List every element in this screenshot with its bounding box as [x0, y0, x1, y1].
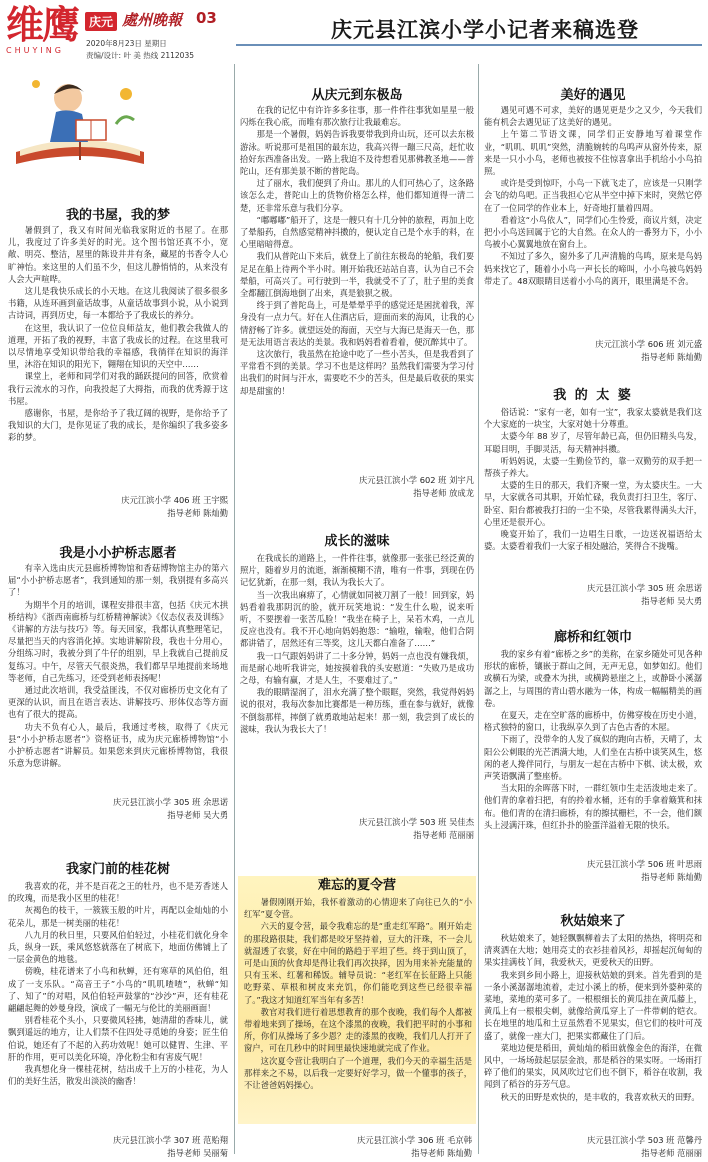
- teacher-line: 指导老师 吴大勇: [641, 596, 702, 606]
- paragraph: 当太阳的余晖落下时，一群红领巾生走活泼地走来了。他们青的拿着扫把，有的拎着水桶，还有的手拿着簸箕和抹布。他们青的在清扫廊桥，有的擦拭栅栏，不一会，他们额头上浸满汗珠，但红扑扑的脸蛋洋溢着无限的快乐。: [484, 783, 702, 830]
- reading-child-icon: [6, 64, 154, 182]
- article-title: 成长的滋味: [324, 534, 390, 549]
- teacher-line: 指导老师 吴大勇: [167, 810, 228, 820]
- teacher-line: 指导老师 陈灿勤: [411, 1148, 472, 1158]
- logo-subtext: CHUYING: [6, 46, 64, 55]
- paper-name: 處州晚報: [122, 11, 183, 29]
- teacher-line: 指导老师 范丽丽: [413, 830, 474, 840]
- article-body: [8, 562, 228, 794]
- paragraph: 看着这“小鸟依人”，同学们心生怜爱，商议片刻，决定把小小鸟送回属于它的大自然。在众人的一番努力下，小小鸟被小心翼翼地放在窗台上。: [484, 214, 702, 250]
- article-body: [8, 880, 228, 1132]
- paragraph: 暑假刚刚开始，我怀着激动的心情迎来了向往已久的“小红军”夏令营。: [244, 897, 472, 920]
- column-divider: [478, 64, 479, 1154]
- article-title: 秋姑娘来了: [560, 914, 626, 929]
- author-line: 庆元县江滨小学 602 班 刘宇凡: [358, 475, 474, 485]
- page-number: 03: [196, 9, 217, 27]
- reading-child-illustration: [6, 64, 154, 182]
- paragraph: 在这里，我认识了一位位良师益友，他们教会我做人的道理，开拓了我的视野，丰富了我成长的过程。在这里我可以尽情地享受知识带给我的幸福感，我徜徉在知识的海洋里，沐浴在知识的阳光下，翱翔在知识的天空中……: [8, 322, 228, 370]
- paragraph: 不知过了多久，窗外多了几声清脆的鸟鸣，原来是鸟妈妈来找它了，随着小小鸟一声长长的啼叫，小小鸟被鸟妈妈带走了。48双眼睛目送着小小鸟的离开，眼里满是不舍。: [484, 251, 702, 286]
- article-body: [240, 552, 474, 814]
- paragraph: 教官对我们进行着思想教育的那个夜晚，我们每个人都被带着地来到了操场，在这个漆黑的夜晚，我们把平时的小事和所，你们从操场了多少恩？走的漆黑的夜晚，我们几人打开了窗户，可在几秒中的时间里最快速地就完成了作业。: [244, 1006, 472, 1054]
- paragraph: 感谢你，书屋，是你给予了我辽阔的视野，是你给予了我知识的大门，是你见证了我的成长，是你编织了我多姿多彩的梦。: [8, 408, 228, 443]
- paragraph: 上午第二节语文课，同学们正安静地写着课堂作业，“叽叽、叽叽”突然，清脆婉转的鸟鸣声从窗外传来，原来是一只小小鸟，老师也被按不住惊喜拿出手机给小小鸟拍照。: [484, 129, 702, 177]
- paragraph: 在我的记忆中有许许多多往事，那一件件往事犹如星星一般闪烁在我心底，而唯有那次旅行让我最难忘。: [240, 105, 474, 128]
- article-title: 美好的遇见: [560, 88, 626, 103]
- article-body: [8, 224, 228, 492]
- paragraph: 遇见可遇不可求，美好的遇见更是少之又少，今天我们能有机会去遇见证了这美好的遇见。: [484, 105, 702, 128]
- article-title: 我是小小护桥志愿者: [59, 546, 177, 561]
- article-body: [484, 648, 702, 856]
- paragraph: 这次旅行，我虽然在抢途中吃了一些小苦头，但是我看到了平常看不到的美景。学习不也是这样吗？虽然我们需要为学习付出我们的时间与汗水，需要吃不少的苦头，但是最后收获的果实却是甜蜜的！: [240, 349, 474, 396]
- paragraph: 六天的夏令营，最令我难忘的是“重走红军路”。刚开始走的那段路很陡，我们都是咬牙坚持着，豆大的汗珠，不一会儿就湿透了衣裳，好在中间的路趋于平坦了些。终于到山顶了，可是山顶的伙食却是得让我们再次抉择，因为用来补充能量的只有玉米、红薯和稀饭。辅导员说：“老红军在长征路上只能吃野菜、草根和树皮来充饥，你们能吃到这些已经很幸福了。”我这才知道红军当年有多苦！: [244, 921, 472, 1005]
- editor-line: 责编/设计: 叶 美 热线 2112035: [86, 51, 194, 60]
- paragraph: 秋天的田野是欢快的，是丰收的，我喜欢秋天的田野。: [500, 1091, 700, 1102]
- author-line: 庆元江滨小学 606 班 刘元盛: [595, 339, 702, 349]
- teacher-line: 指导老师 放成龙: [413, 488, 474, 498]
- article-body: [240, 104, 474, 470]
- paragraph: 灰褐色的枝干，一簇簇玉般的叶片，再配以金灿灿的小花朵儿，那是一树美丽的桂花！: [8, 905, 228, 928]
- paragraph: 在我成长的道路上，一件件往事，就像那一张张已经泛黄的照片，随着岁月的流逝，渐渐模糊不清，唯有一件事，到现在仍记忆犹新，在那一刻，我认为我长大了。: [240, 553, 474, 588]
- teacher-line: 指导老师 吴丽菊: [167, 1148, 228, 1158]
- article-body: [484, 406, 702, 578]
- paragraph: 通过此次培训，我受益匪浅，不仅对廊桥历史文化有了更深的认识，而且在语言表达、讲解技巧、形体仪态等方面也有了很大的提高。: [8, 685, 228, 720]
- teacher-line: 指导老师 陈灿勤: [167, 508, 228, 518]
- paragraph: 太婆今年 88 岁了，尽管年龄已高，但仍旧精头鸟发，耳聪目明，手脚灵活，每天精神抖擞。: [484, 431, 702, 454]
- paragraph: 我真想化身一棵桂花树，结出成千上万的小桂花，为人们的美好生活，散发出淡淡的幽香！: [8, 1064, 228, 1087]
- paragraph: 或许是受到惊吓，小鸟一下就飞走了，应该是一只刚学会飞的幼鸟吧。正当我担心它从半空中掉下来时，突然它停在了一位同学的作业本上，好奇地打量着四周。: [484, 178, 702, 213]
- paragraph: 为期半个月的培训，课程安排很丰富，包括《庆元木拱桥结构》《浙西南廊桥与红桥精神解读》《仪态仪表及训练》《讲解的方法与技巧》等。每天回家，我都认真整理笔记，尽量把当天的内容消化掉。实地讲解阶段，我也十分用心，分组练习时，我被分到了牛仔的组别，早上我就自己提前反复练习。中午，尽管天气很炎热，我们都早早地提前来场地等老师，自己先练习，还受到老师表扬呢！: [8, 599, 228, 683]
- masthead-logo: [6, 2, 86, 62]
- region-badge: 庆元: [85, 12, 117, 31]
- logo-text: 维鹰: [6, 2, 79, 47]
- article-title: 难忘的夏令营: [317, 878, 396, 893]
- author-line: 庆元江滨小学 406 班 王宇熙: [121, 495, 228, 505]
- paragraph: 晚宴开始了，我们一边唱生日歌，一边送祝福语给太婆。太婆看着我们一大家子相处融洽，笑得合不拢嘴。: [484, 529, 702, 552]
- paragraph: 八九月的秋日里，只要风伯伯轻过，小桂花们就化身伞兵，纵身一跃，乘风悠悠就落在了树底下，地面仿佛铺上了一层金黄色的地毯。: [8, 929, 228, 965]
- teacher-line: 指导老师 陈灿勤: [641, 352, 702, 362]
- paragraph: 听妈妈说，太婆一生勤俭节约，靠一双勤劳的双手把一帮孩子养大。: [484, 455, 702, 479]
- paragraph: 别看桂花个头小，只要微风轻拂，她清甜的香味儿，就飘到遥远的地方，让人们禁不住四处寻觅她的身姿；匠生伯伯说，她还有了不起的入药功效呢！她可以健胃、生津、平肝的作用，更可以美化环境，净化粉尘和有害废气呢！: [8, 1015, 228, 1062]
- paragraph: 我们从普陀山下来后，就登上了前往东极岛的轮船，我们要足足在船上待两个半小时。刚开始我还站站自喜，认为自己不会晕船，可高兴了。可行驶到一半，我就受不了了，肚子里的美食全都翻江倒海地倒了出来，真是狼狈之极。: [240, 251, 474, 299]
- paragraph: 当一次我出麻痹了，心情就如同被刀割了一般！回到家，妈妈看着我那阴沉的脸，就开玩笑地说：“发生什么啦，说来听听，不要摆着一张苦瓜脸！”我坐在椅子上，呆若木鸡，一点儿反应也没有。我不开心地向妈妈抱怨：“输啦，输啦，他们合阴都讲错了，居然还有三等奖，这儿天都白准备了……”: [240, 589, 474, 649]
- paragraph: 功夫不负有心人，最后，我通过考核，取得了《庆元县“小小护桥志愿者”》资格证书，成为庆元廊桥博物馆“小小护桥志愿者”讲解员。如果您来到庆元廊桥博物馆，我很乐意为您讲解。: [8, 721, 228, 769]
- article-body: [484, 104, 702, 336]
- paragraph: 这次夏令营让我明白了一个道理，我们今天的幸福生活是那样来之不易，以后我一定要好好学习，做一个懂事的孩子，不让爸爸妈妈操心。: [244, 1055, 472, 1091]
- paragraph: 有幸入选由庆元县廊桥博物馆和香菇博物馆主办的第六届“小小护桥志愿者”，我到通知的那一刻，我别提有多高兴了！: [8, 563, 228, 598]
- paragraph: 那是一个暑假，妈妈告诉我要带我到舟山玩，还可以去东极游泳。听说那可是祖国的最东边，我高兴得一蹦三尺高，赶忙收拾好东西准备出发。一路上我迫不及待想看见那佛教圣地——普陀山，还有那美景不断的普陀岛。: [240, 129, 474, 177]
- teacher-line: 指导老师 陈灿勤: [641, 872, 702, 882]
- author-line: 庆元县江滨小学 506 班 叶思雨: [586, 859, 702, 869]
- paragraph: 在夏天，走在空旷落的廊桥中，仿佛穿梭在历史小道，格式独特的窗口，让我纵享久到了古色古香的木屋。: [484, 710, 702, 733]
- paragraph: 俗话说：“家有一老，如有一宝”，我家太婆就是我们这个大家庭的一块宝，大家对她十分尊重。: [484, 407, 702, 430]
- paragraph: 下雨了，没带伞的人发了疯似的跑向古桥，天晴了，太阳公公刺眼的光芒洒满大地，人们坐在古桥中谈笑风生，悠闲的老人搀伴同行，与朋友一起在古桥中下棋、读太极，欢声笑语飘满了整座桥。: [484, 734, 702, 782]
- paragraph: 太婆的生日的那天，我们齐聚一堂，为太婆庆生。一大早，大家就各司其职，开始忙碌，我负责打扫卫生，客厅、卧室、阳台都被我打扫的一尘不染，尽管我累得满头大汗，心里还是很开心。: [484, 480, 702, 527]
- author-line: 庆元县江滨小学 305 班 余思诺: [586, 583, 702, 593]
- teacher-line: 指导老师 范丽丽: [641, 1148, 702, 1158]
- paragraph: 我一口气跟妈妈讲了二十多分钟，妈妈一点也没有嫌我烦，而是耐心地听我讲完，她按摸着我的头安慰道：“失败乃是成功之母，有输有赢，才是人生，不要难过了。”: [240, 650, 474, 686]
- paragraph: 课堂上，老师和同学们对我的踊跃提问的回答，欣赏着我行云流水的习作，向我投起了大拇指，而我的优秀源于这书屋。: [8, 371, 228, 406]
- paragraph: 我喜欢的花，并不是百花之王的牡丹，也不是芳香迷人的玫瑰，而是我小区里的桂花！: [8, 881, 228, 904]
- article-title: 我 的 太 婆: [553, 388, 633, 403]
- paragraph: 过了丽水，我们便到了舟山。那儿的人们可热心了，这条路该怎么走，普陀山上的货物价格怎么样，他们都知道得一清二楚，还非常乐意与我们分享。: [240, 178, 474, 213]
- paragraph: 暑假到了，我又有时间光临我家附近的书屋了。在那儿，我度过了许多美好的时光。这个图书馆还真不小，宽敞、明亮、整洁，屋里的陈设井井有条，藏屋的书香令人心旷神怡。来这里的人们虽不少，但这儿静悄悄的，从来没有人会大声喧哗。: [8, 225, 228, 284]
- author-line: 庆元县江滨小学 503 班 范馨丹: [586, 1135, 702, 1145]
- paragraph: 终于到了普陀岛上，可是晕晕乎乎的感觉还是困扰着我，浑身没有一点力气。好在人住酒店后，迎面而来的海风，让我的心情舒畅了许多。就望远处的海面，天空与大海已是海天一色，那是无法用语言表达的美景。我和妈妈看着看着，便沉醉其中了。: [240, 300, 474, 347]
- paragraph: 秋姑娘来了，她轻飘飘柳着去了太阳的热热，将明亮和清爽洒在大地；她用亮丈的衣衫挂着风衫，却摇起沉甸甸的果实挂满枝丫间，我爱秋天，更爱秋天的田野。: [484, 933, 702, 968]
- paragraph: 我的眼睛湿润了，泪水充满了整个眼眶，突然，我觉得妈妈说的很对，我每次参加比赛都是一种历练，重在参与就好，就像不倒翁那样，摔倒了就勇敢地站起来！那一刻，我尝到了成长的滋味，我认为我长大了！: [240, 687, 474, 734]
- author-line: 庆元县江滨小学 307 班 范贻翔: [112, 1135, 228, 1145]
- paragraph: 傍晚，桂花谱来了小鸟和秋蝉，还有寒草的风伯伯，组成了一支乐队。“高音王子”小鸟的“叽叽喳喳”，秋蝉“知了、知了”的对唱，风伯伯轻声鼓掌的“沙沙”声，还有桂花翩翩起舞的妙曼身段，演成了一幅无与伦比的美丽画面！: [8, 966, 228, 1014]
- paragraph: 这儿是我快乐成长的小天地。在这儿我阅读了很多很多书籍，从连环画到童话故事，从童话故事到小说，从小说到古诗词，再到历史，每一本都给予了我成长的养分。: [8, 286, 228, 321]
- author-line: 庆元县江滨小学 503 班 吴佳杰: [358, 817, 474, 827]
- author-line: 庆元县江滨小学 305 班 余思诺: [112, 797, 228, 807]
- article-body: [484, 932, 702, 1132]
- article-title: 廊桥和红领巾: [553, 630, 632, 645]
- paragraph: 菜地边便是稻田，黄灿灿的稻田就像金色的海洋，在微风中，一场场鼓起层层金浪，那是稻谷的果实呀。一场雨打碎了他们的果实，风风吹过它们也不倒下，稻谷在收割，我闻到了稻谷的芬芳气息。: [484, 1042, 702, 1090]
- title-rule: [236, 44, 702, 46]
- article-title: 从庆元到东极岛: [311, 88, 403, 103]
- paragraph: 我来到乡间小路上，迎接秋姑娘的到来。首先看到的是一条小溪潺潺地流着，走过小溪上的桥，便来到外婆种菜的菜地，菜地的菜可多了。一根根细长的黄瓜挂在黄瓜藤上，黄瓜上有一根根尖刺，就像给黄瓜穿上了一件带刺的铠衣。长在地里的地瓜和土豆虽然看不见果实，但它们的枝叶可茂盛了，就像一座大门，把果实都藏住了门后。: [484, 969, 702, 1041]
- paragraph: 我的家乡有着“廊桥之乡”的美称，在家乡随处可见各种形状的廊桥，镶嵌于群山之间，无声无息，如梦如幻。他们或横石为梁，或叠木为拱，或横跨悬崖之上，或静卧小溪潺潺之上，与周围的青山碧水融为一体，构成一幅幅精美的画卷。: [484, 649, 702, 708]
- issue-date: 2020年8月23日 星期日: [86, 39, 167, 48]
- page-title: 庆元县江滨小学小记者来稿选登: [331, 18, 639, 42]
- column-divider: [234, 64, 235, 1154]
- paragraph: “嘟嘟嘟”船开了，这是一艘只有十几分钟的旅程，再加上吃了晕船药，自然感觉精神抖擞的，便认定自己是个水手的料，在心里暗暗得意。: [240, 214, 474, 250]
- author-line: 庆元县江滨小学 306 班 毛京韩: [356, 1135, 472, 1145]
- article-title: 我的书屋，我的梦: [65, 208, 170, 223]
- article-title: 我家门前的桂花树: [65, 862, 170, 877]
- article-body: [244, 896, 472, 1128]
